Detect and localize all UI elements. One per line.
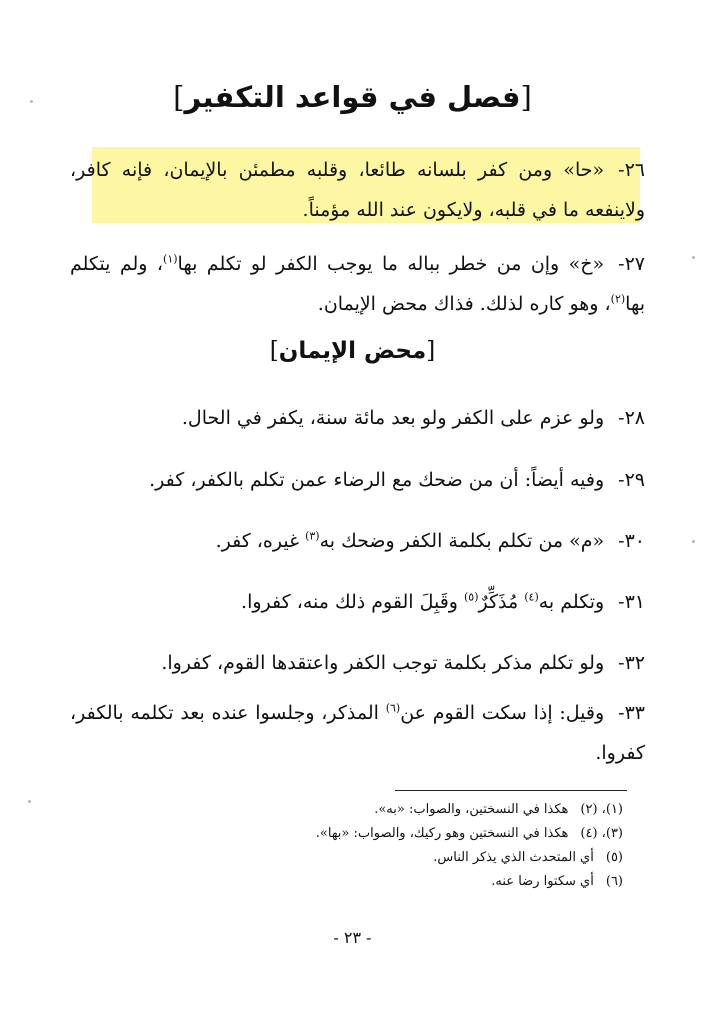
footnote-number: (٦) [605,874,623,889]
footnote-number: (٥) [605,850,623,865]
footnote-text: هكذا في النسختين، والصواب: «به». [374,802,569,817]
footnote-text: أي المتحدث الذي يذكر الناس. [433,850,594,865]
section-heading-text: فصل في قواعد التكفير [184,80,521,114]
item-text: «خ» وإن من خطر بباله ما يوجب الكفر لو تكلم بها [177,253,605,275]
footnote [100,824,623,844]
paragraph-28 [70,398,645,438]
item-number: ٢٩- [618,469,645,491]
paragraph-27 [70,244,645,324]
footnote-text: هكذا في النسختين وهو ركيك، والصواب: «بها». [315,826,569,841]
item-text: ولو تكلم مذكر بكلمة توجب الكفر واعتقدها القوم، كفروا. [161,652,605,674]
item-text: ، وهو كاره لذلك. فذاك محض الإيمان. [317,293,611,315]
scan-speck [28,800,31,803]
item-number: ٣٢- [618,652,645,674]
paragraph-26 [70,150,645,230]
section-heading: [فصل في قواعد التكفير] [173,80,532,114]
paragraph-32 [70,643,645,683]
footnote-ref: (٢) [610,292,626,306]
subsection-heading: [محض الإيمان] [269,338,436,364]
paragraph-30 [70,521,645,561]
paragraph-33 [70,693,645,773]
paragraph-31 [70,582,645,622]
footnote-ref: (٤) [524,590,539,604]
item-text: وفيه أيضاً: أن من ضحك مع الرضاء عمن تكلم بالكفر، كفر. [149,469,605,491]
item-number: ٢٨- [618,407,645,429]
item-text: ولو عزم على الكفر ولو بعد مائة سنة، يكفر في الحال. [181,407,605,429]
item-number: ٣٠- [618,530,645,552]
item-text: المذكر، وجلسوا عنده بعد تكلمه بالكفر، كفروا. [70,702,645,764]
footnote-divider [395,790,627,791]
item-number: ٢٦- [618,159,645,181]
scan-speck [692,540,695,543]
footnote [100,800,623,820]
item-number: ٢٧- [618,253,645,275]
footnote-number: (١)، (٢) [580,802,623,817]
item-number: ٣١- [618,591,645,613]
item-text: «م» من تكلم بكلمة الكفر وضحك به [319,530,605,552]
item-text: غيره، كفر. [215,530,306,552]
footnote-ref: (٣) [305,529,320,543]
footnote [100,872,623,892]
page-number: - ٢٣ - [333,928,372,947]
subsection-heading-text: محض الإيمان [278,338,427,364]
footnote-ref: (٦) [385,701,401,715]
footnote-ref: (١) [163,252,178,266]
item-text: وقَبِلَ القوم ذلك منه، كفروا. [241,591,464,613]
paragraph-29 [70,460,645,500]
footnote-text: أي سكتوا رضا عنه. [491,874,594,889]
footnote-ref: (٥) [464,590,479,604]
item-text: وقيل: إذا سكت القوم عن [400,702,605,724]
footnote-number: (٣)، (٤) [580,826,623,841]
item-text: ، ولم يتكلم بها [70,253,645,315]
item-number: ٣٣- [618,702,645,724]
footnote [100,848,623,868]
item-text: «حا» ومن كفر بلسانه طائعا، وقلبه مطمئن بالإيمان، فإنه كافر، ولاينفعه ما في قلبه، ولايكون عند الله مؤمناً. [70,159,645,221]
item-text: مُذَكِّرٌ [478,591,525,613]
item-text: وتكلم به [538,591,605,613]
scan-speck [692,256,695,259]
